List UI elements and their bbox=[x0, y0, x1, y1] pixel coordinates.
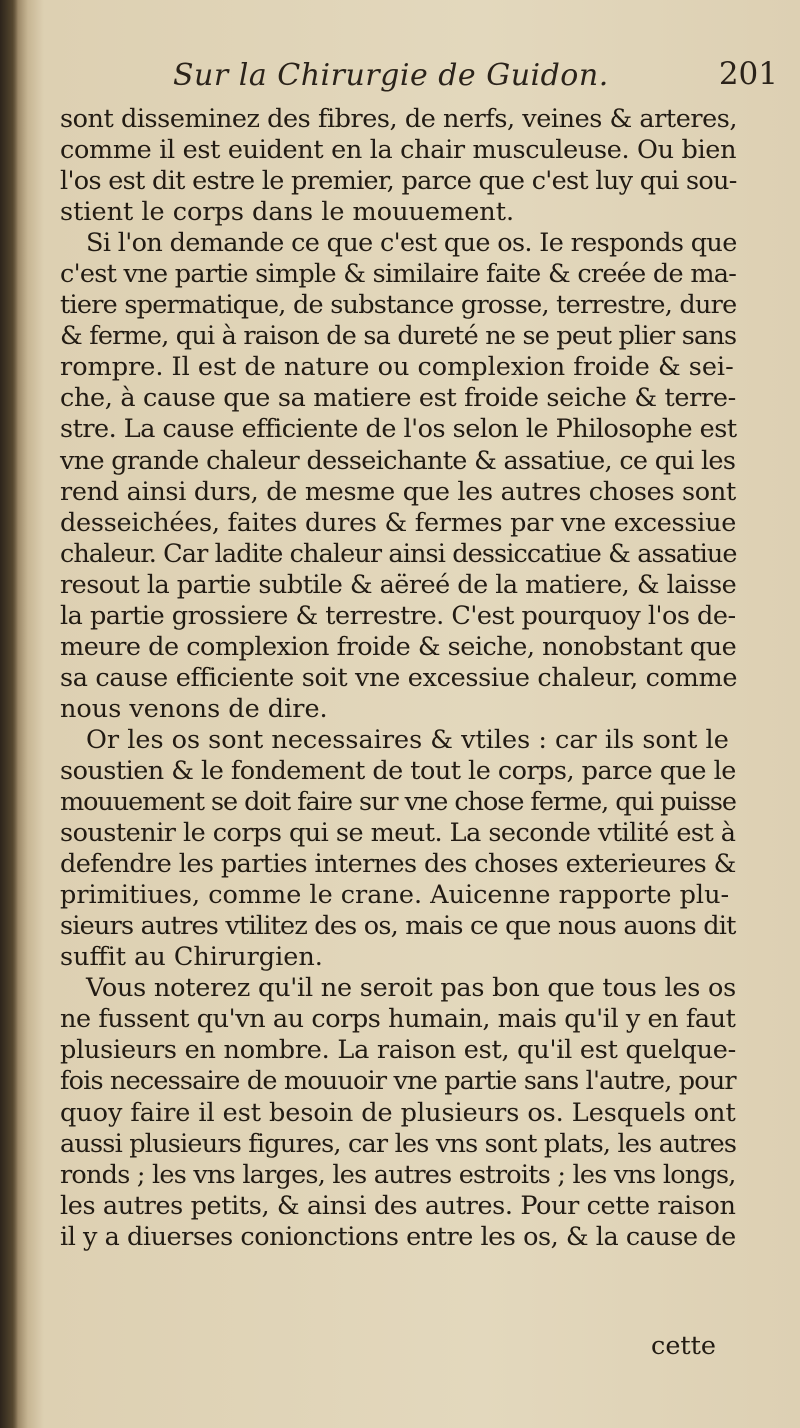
text-line: chaleur. Car ladite chaleur ainsi dessiccatiue & assatiue bbox=[60, 538, 737, 569]
page-number: 201 bbox=[718, 56, 778, 92]
text-line: resout la partie subtile & aëreé de la matiere, & laisse bbox=[60, 569, 737, 600]
text-line: la partie grossiere & terrestre. C'est pourquoy l'os de- bbox=[60, 600, 736, 631]
text-line: desseichées, faites dures & fermes par vne excessiue bbox=[60, 507, 737, 538]
text-line: rompre. Il est de nature ou complexion froide & sei- bbox=[60, 352, 734, 383]
page-header bbox=[58, 54, 782, 98]
text-line: Vous noterez qu'il ne seroit pas bon que tous les os bbox=[86, 973, 736, 1004]
text-line: aussi plusieurs figures, car les vns sont plats, les autres bbox=[60, 1128, 737, 1159]
text-line: stre. La cause efficiente de l'os selon le Philosophe est bbox=[60, 414, 737, 445]
text-line: fois necessaire de mouuoir vne partie sans l'autre, pour bbox=[60, 1066, 736, 1097]
text-line: suffit au Chirurgien. bbox=[60, 942, 323, 973]
running-title: Sur la Chirurgie de Guidon. bbox=[173, 58, 609, 93]
text-line: vne grande chaleur desseichante & assatiue, ce qui les bbox=[60, 445, 736, 476]
text-line: l'os est dit estre le premier, parce que c'est luy qui sou- bbox=[60, 166, 737, 197]
text-line: defendre les parties internes des choses exterieures & bbox=[60, 849, 736, 880]
text-line: rend ainsi durs, de mesme que les autres choses sont bbox=[60, 476, 736, 507]
text-line: c'est vne partie simple & similaire faite & creée de ma- bbox=[60, 259, 737, 290]
text-line: plusieurs en nombre. La raison est, qu'il est quelque- bbox=[60, 1035, 737, 1066]
text-line: meure de complexion froide & seiche, nonobstant que bbox=[60, 631, 737, 662]
text-line: tiere spermatique, de substance grosse, terrestre, dure bbox=[60, 290, 737, 321]
text-line: & ferme, qui à raison de sa dureté ne se peut plier sans bbox=[60, 321, 737, 352]
text-line: soustenir le corps qui se meut. La seconde vtilité est à bbox=[60, 818, 736, 849]
text-line: sont disseminez des fibres, de nerfs, veines & arteres, bbox=[60, 104, 738, 134]
text-line: sieurs autres vtilitez des os, mais ce que nous auons dit bbox=[60, 911, 736, 942]
text-line: Si l'on demande ce que c'est que os. Ie responds que bbox=[86, 228, 737, 259]
text-line: ronds ; les vns larges, les autres estroits ; les vns longs, bbox=[60, 1159, 736, 1190]
binding-shadow bbox=[0, 0, 18, 1428]
body-text bbox=[60, 104, 736, 1253]
text-line: comme il est euident en la chair musculeuse. Ou bien bbox=[60, 135, 737, 166]
text-line: soustien & le fondement de tout le corps, parce que le bbox=[60, 755, 736, 786]
text-line: il y a diuerses conionctions entre les os, & la cause de bbox=[60, 1221, 736, 1252]
text-line: che, à cause que sa matiere est froide seiche & terre- bbox=[60, 383, 736, 414]
text-line: sa cause efficiente soit vne excessiue chaleur, comme bbox=[60, 662, 738, 693]
text-line: les autres petits, & ainsi des autres. Pour cette raison bbox=[60, 1190, 736, 1221]
text-line: stient le corps dans le mouuement. bbox=[60, 197, 515, 228]
text-line: ne fussent qu'vn au corps humain, mais qu'il y en faut bbox=[60, 1004, 736, 1035]
text-line: primitiues, comme le crane. Auicenne rapporte plu- bbox=[60, 880, 730, 911]
text-line: nous venons de dire. bbox=[60, 693, 328, 724]
text-line: mouuement se doit faire sur vne chose ferme, qui puisse bbox=[60, 787, 736, 818]
catchword: cette bbox=[651, 1331, 716, 1361]
text-line: quoy faire il est besoin de plusieurs os. Lesquels ont bbox=[60, 1097, 736, 1128]
text-line: Or les os sont necessaires & vtiles : car ils sont le bbox=[86, 724, 729, 755]
